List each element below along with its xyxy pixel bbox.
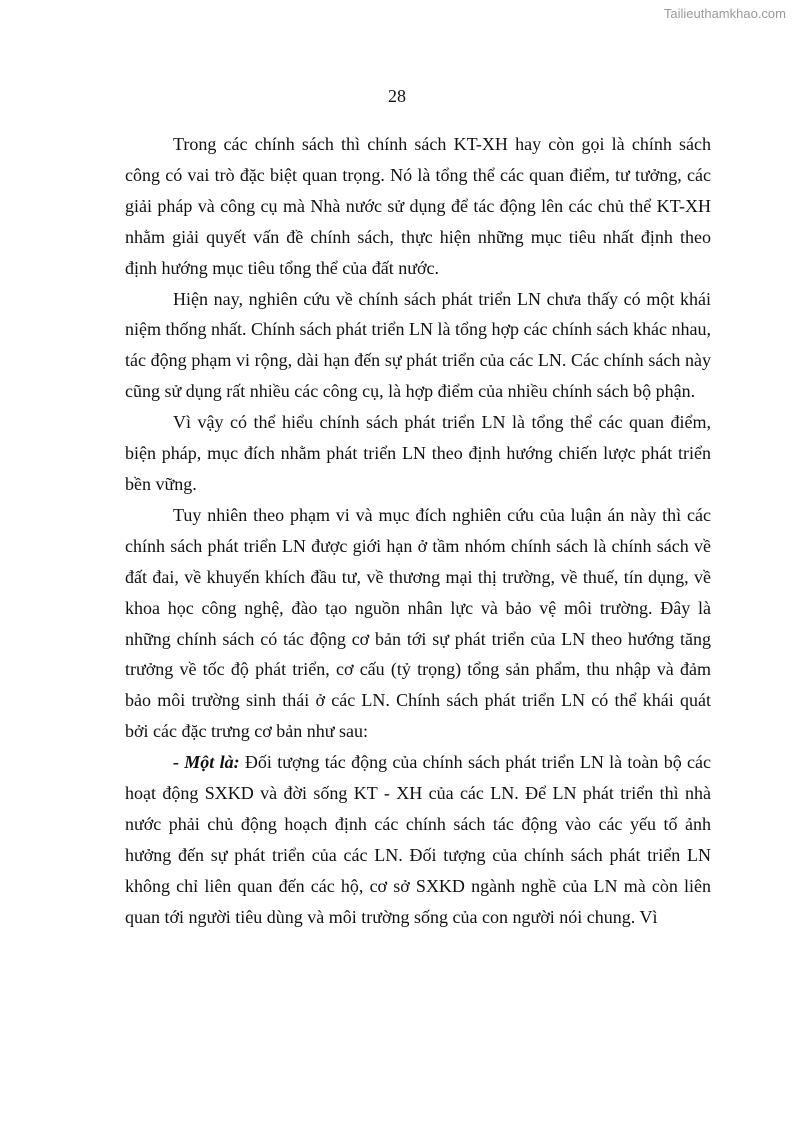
item-one-lead: - Một là: xyxy=(173,752,240,773)
item-one-text: Đối tượng tác động của chính sách phát triển LN là toàn bộ các hoạt động SXKD và đời sống KT - XH của các LN. Để LN phát triển thì nhà nước phải chủ động hoạch định các chính sách tác động vào các yếu tố ảnh hưởng đến sự phát triển của các LN. Đối tượng của chính sách phát triển LN không chỉ liên quan đến các hộ, cơ sở SXKD ngành nghề của LN mà còn liên quan tới người tiêu dùng và môi trường sống của con người nói chung. Vì xyxy=(125,752,711,927)
document-body xyxy=(125,129,711,933)
page-number: 28 xyxy=(388,86,406,106)
paragraph-policy-definition: Vì vậy có thể hiểu chính sách phát triển LN là tổng thể các quan điểm, biện pháp, mục đích nhằm phát triển LN theo định hướng chiến lược phát triển bền vững. xyxy=(125,412,711,494)
watermark-text: Tailieuthamkhao.com xyxy=(663,6,786,21)
paragraph-policy-scope: Tuy nhiên theo phạm vi và mục đích nghiên cứu của luận án này thì các chính sách phát triển LN được giới hạn ở tầm nhóm chính sách là chính sách về đất đai, về khuyến khích đầu tư, về thương mại thị trường, về thuế, tín dụng, về khoa học công nghệ, đào tạo nguồn nhân lực và bảo vệ môi trường. Đây là những chính sách có tác động cơ bản tới sự phát triển của LN theo hướng tăng trưởng về tốc độ phát triển, cơ cấu (tỷ trọng) tổng sản phẩm, thu nhập và đảm bảo môi trường sinh thái ở các LN. Chính sách phát triển LN có thể khái quát bởi các đặc trưng cơ bản như sau: xyxy=(125,504,711,742)
paragraph-public-policy: Trong các chính sách thì chính sách KT-XH hay còn gọi là chính sách công có vai trò đặc biệt quan trọng. Nó là tổng thể các quan điểm, tư tưởng, các giải pháp và công cụ mà Nhà nước sử dụng để tác động lên các chủ thể KT-XH nhằm giải quyết vấn đề chính sách, thực hiện những mục tiêu nhất định theo định hướng mục tiêu tổng thể của đất nước. xyxy=(125,134,711,278)
paragraph-policy-concept: Hiện nay, nghiên cứu về chính sách phát triển LN chưa thấy có một khái niệm thống nhất. Chính sách phát triển LN là tổng hợp các chính sách khác nhau, tác động phạm vi rộng, dài hạn đến sự phát triển của các LN. Các chính sách này cũng sử dụng rất nhiều các công cụ, là hợp điểm của nhiều chính sách bộ phận. xyxy=(125,288,711,402)
paragraph-item-one xyxy=(125,747,711,932)
